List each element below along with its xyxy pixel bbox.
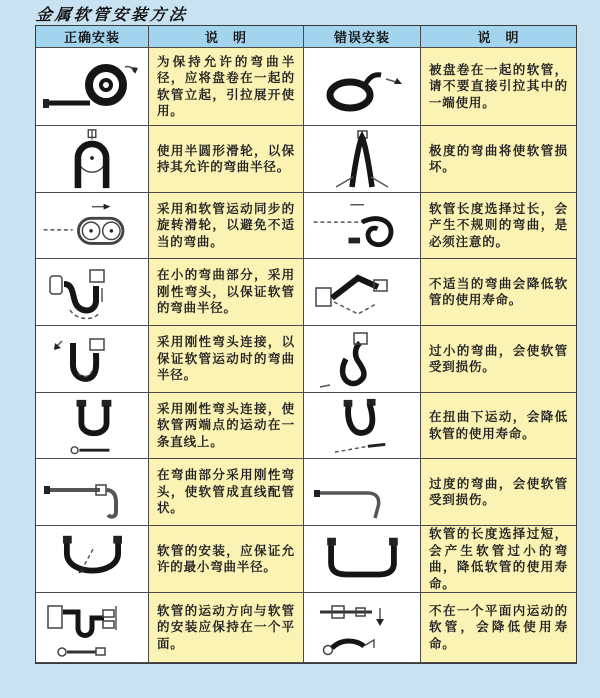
synchronized-rotating-pulley-icon — [40, 197, 145, 255]
header-wrong-desc: 说 明 — [421, 26, 576, 48]
straight-line-endpoints-icon — [40, 396, 145, 456]
wrong-desc-cell: 软管的长度选择过短，会产生软管过小的弯曲，降低软管的使用寿命。 — [421, 526, 576, 593]
installation-guide-table — [35, 25, 577, 664]
too-small-bend-hook-icon — [310, 329, 415, 389]
wrong-install-cell — [304, 48, 421, 126]
improper-sharp-bend-icon — [310, 262, 415, 322]
header-correct-install: 正确安装 — [36, 26, 149, 48]
rigid-elbow-small-bend-icon — [40, 262, 145, 322]
correct-desc-cell: 在弯曲部分采用刚性弯头，使软管成直线配管状。 — [149, 459, 304, 526]
correct-desc-cell: 采用刚性弯头连接，使软管两端点的运动在一条直线上。 — [149, 393, 304, 459]
wrong-install-cell — [304, 526, 421, 593]
correct-install-cell — [36, 48, 149, 126]
same-plane-motion-icon — [40, 596, 145, 660]
correct-install-cell — [36, 459, 149, 526]
twisted-motion-icon — [310, 396, 415, 456]
correct-install-cell — [36, 526, 149, 593]
wrong-install-cell — [304, 393, 421, 459]
wrong-desc-cell: 过度的弯曲，会使软管受到损伤。 — [421, 459, 576, 526]
correct-install-cell — [36, 326, 149, 393]
semicircular-pulley-icon — [40, 128, 145, 190]
page-title: 金属软管安装方法 — [34, 7, 189, 24]
wrong-desc-cell: 在扭曲下运动，会降低软管的使用寿命。 — [421, 393, 576, 459]
rigid-elbow-moving-hose-icon — [40, 329, 145, 389]
correct-install-cell — [36, 126, 149, 193]
extreme-bend-hairpin-icon — [310, 129, 415, 189]
wrong-desc-cell: 软管长度选择过长，会产生不规则的弯曲，是必须注意的。 — [421, 193, 576, 259]
too-short-hose-icon — [310, 530, 415, 588]
wrong-install-cell — [304, 126, 421, 193]
wrong-install-cell — [304, 259, 421, 326]
correct-desc-cell: 采用和软管运动同步的旋转滑轮，以避免不适当的弯曲。 — [149, 193, 304, 259]
overlong-hose-loop-icon — [310, 197, 415, 255]
excessive-bend-icon — [310, 462, 415, 522]
correct-desc-cell: 采用刚性弯头连接，以保证软管运动时的弯曲半径。 — [149, 326, 304, 393]
wrong-install-cell — [304, 459, 421, 526]
header-wrong-install: 错误安装 — [304, 26, 421, 48]
correct-desc-cell: 使用半圆形滑轮，以保持其允许的弯曲半径。 — [149, 126, 304, 193]
correct-install-cell — [36, 193, 149, 259]
out-of-plane-motion-icon — [310, 596, 415, 660]
straight-piping-elbow-icon — [40, 462, 145, 522]
wrong-desc-cell: 过小的弯曲，会使软管受到损伤。 — [421, 326, 576, 393]
wrong-install-cell — [304, 326, 421, 393]
wrong-desc-cell: 不适当的弯曲会降低软管的使用寿命。 — [421, 259, 576, 326]
min-bend-radius-u-icon — [40, 530, 145, 588]
header-correct-desc: 说 明 — [149, 26, 304, 48]
correct-install-cell — [36, 393, 149, 459]
wrong-desc-cell: 不在一个平面内运动的软管，会降低使用寿命。 — [421, 593, 576, 663]
correct-install-cell — [36, 259, 149, 326]
wrong-install-cell — [304, 593, 421, 663]
correct-desc-cell: 软管的运动方向与软管的安装应保持在一个平面。 — [149, 593, 304, 663]
correct-desc-cell: 为保持允许的弯曲半径，应将盘卷在一起的软管立起，引拉展开使用。 — [149, 48, 304, 126]
correct-desc-cell: 在小的弯曲部分，采用刚性弯头，以保证软管的弯曲半径。 — [149, 259, 304, 326]
wrong-desc-cell: 极度的弯曲将使软管损坏。 — [421, 126, 576, 193]
correct-install-cell — [36, 593, 149, 663]
coiled-hose-upright-icon — [40, 55, 145, 119]
wrong-desc-cell: 被盘卷在一起的软管，请不要直接引拉其中的一端使用。 — [421, 48, 576, 126]
correct-desc-cell: 软管的安装，应保证允许的最小弯曲半径。 — [149, 526, 304, 593]
wrong-install-cell — [304, 193, 421, 259]
coiled-hose-pulled-flat-icon — [310, 55, 415, 119]
